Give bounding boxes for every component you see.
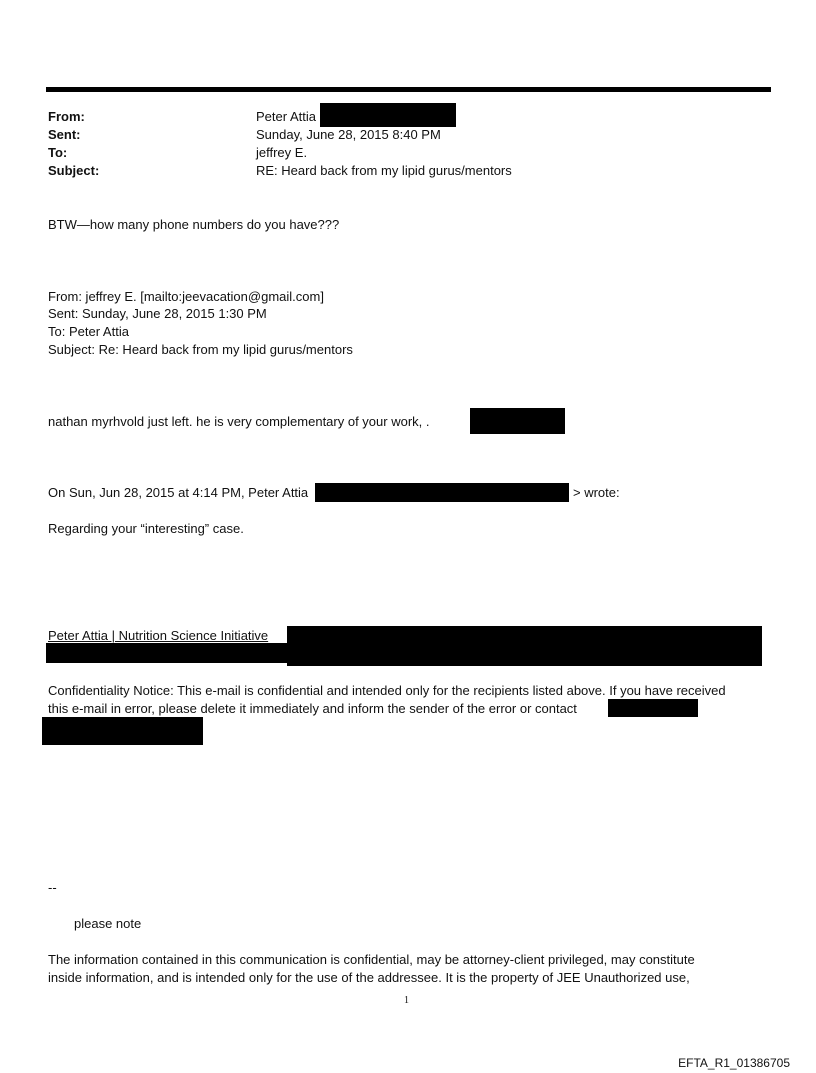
to-value: jeffrey E. xyxy=(256,145,308,160)
quoted-to: To: Peter Attia xyxy=(48,324,129,339)
page-number: 1 xyxy=(404,995,409,1006)
on-sun-suffix: > wrote: xyxy=(573,485,620,500)
from-label: From: xyxy=(48,109,85,124)
quoted-from: From: jeffrey E. [mailto:jeevacation@gmail.com] xyxy=(48,289,324,304)
reply-line: BTW—how many phone numbers do you have??? xyxy=(48,217,340,232)
redaction-box xyxy=(287,626,762,666)
quoted-subject: Subject: Re: Heard back from my lipid gurus/mentors xyxy=(48,342,353,357)
redaction-box xyxy=(608,699,698,717)
info-line-2: inside information, and is intended only for the use of the addressee. It is the property of JEE Unauthorized use, xyxy=(48,970,690,985)
dashes: -- xyxy=(48,880,57,895)
sent-label: Sent: xyxy=(48,127,81,142)
subject-label: Subject: xyxy=(48,163,100,178)
from-name: Peter Attia xyxy=(256,109,316,124)
on-sun-prefix: On Sun, Jun 28, 2015 at 4:14 PM, Peter Attia xyxy=(48,485,309,500)
redaction-box xyxy=(42,717,203,745)
header-rule xyxy=(46,87,771,92)
subject-value: RE: Heard back from my lipid gurus/mentors xyxy=(256,163,512,178)
redaction-box xyxy=(320,103,456,127)
from-value xyxy=(256,109,316,125)
signature-line: Peter Attia | Nutrition Science Initiative xyxy=(48,628,269,643)
sent-value: Sunday, June 28, 2015 8:40 PM xyxy=(256,127,441,142)
nathan-line: nathan myrhvold just left. he is very complementary of your work, . xyxy=(48,414,430,429)
bates-number: EFTA_R1_01386705 xyxy=(678,1056,790,1070)
quoted-sent: Sent: Sunday, June 28, 2015 1:30 PM xyxy=(48,306,267,321)
regarding-line: Regarding your “interesting” case. xyxy=(48,521,244,536)
redaction-box xyxy=(470,408,565,434)
info-line-1: The information contained in this communication is confidential, may be attorney-client privileged, may constitute xyxy=(48,952,695,967)
to-label: To: xyxy=(48,145,68,160)
redaction-box xyxy=(315,483,569,502)
please-note: please note xyxy=(74,916,142,931)
confidentiality-line-2: this e-mail in error, please delete it immediately and inform the sender of the error or contact xyxy=(48,701,577,716)
redaction-box xyxy=(46,643,291,663)
confidentiality-line-1: Confidentiality Notice: This e-mail is confidential and intended only for the recipients listed above. If you have received xyxy=(48,683,726,698)
